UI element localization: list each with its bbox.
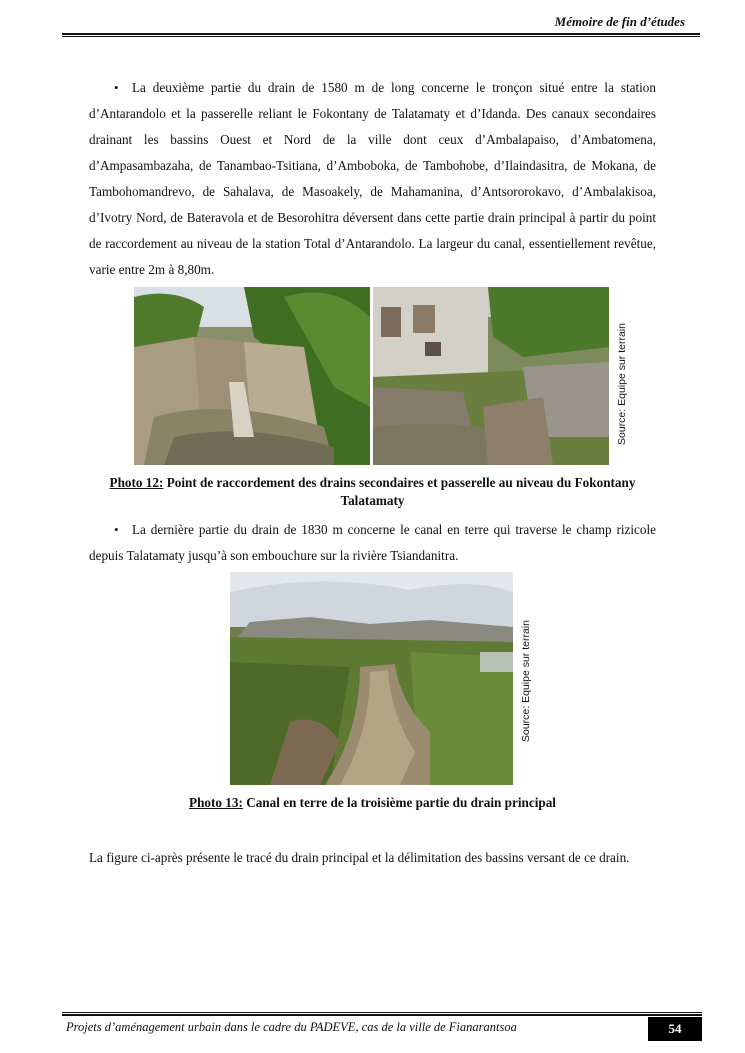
photo-12-label: Photo 12: [109, 475, 164, 490]
header-rule [62, 33, 700, 37]
paragraph-figure-intro: La figure ci-après présente le tracé du drain principal et la délimitation des bassins versant de ce drain. [89, 850, 630, 865]
photo-12-caption-text: Point de raccordement des drains secondaires et passerelle au niveau du Fokontany Talatamaty [163, 475, 636, 508]
photo-12-source-credit: Source: Equipe sur terrain [616, 323, 628, 445]
photo-13-source-credit: Source: Equipe sur terrain [520, 620, 532, 742]
photo-12-caption [89, 474, 656, 510]
photo-13-caption-text: Canal en terre de la troisième partie du drain principal [242, 795, 556, 810]
photo-12-footbridge-image [373, 287, 609, 465]
page-number: 54 [648, 1017, 702, 1041]
photo-12-junction-image [134, 287, 370, 465]
photo-13-label: Photo 13: [189, 795, 243, 810]
running-footer-text: Projets d’aménagement urbain dans le cadre du PADEVE, cas de la ville de Fianarantsoa [66, 1020, 517, 1034]
paragraph-second-part: La deuxième partie du drain de 1580 m de long concerne le tronçon situé entre la station d’Antarandolo et la passerelle reliant le Fokontany de Talatamaty et d’Idanda. Des canaux secondaires drainant les bassins Ouest et Nord de la ville dont ceux d’Ambalapaiso, d’Ambatomena, d’Ampasambazaha, de Tanambao-Tsitiana, d’Amboboka, de Tambohobe, d’Ilaindasitra, de Mokana, de Tambohomandrevo, de Sahalava, de Masoakely, de Mahamanina, d’Antsororokavo, d’Ambalakisoa, d’Ivotry Nord, de Bateravola et de Besorohitra déversent dans cette partie drain principal à partir du point de raccordement au niveau de la station Total d’Antarandolo. La largeur du canal, essentiellement revêtue, varie entre 2m à 8,80m. [89, 80, 656, 277]
paragraph-last-part: La dernière partie du drain de 1830 m concerne le canal en terre qui traverse le champ rizicole depuis Talatamaty jusqu’à son embouchure sur la rivière Tsiandanitra. [89, 522, 656, 563]
photo-13-earth-canal-image [230, 572, 513, 785]
bullet-marker: • [114, 522, 119, 537]
footer-rule [62, 1012, 702, 1016]
running-header-title: Mémoire de fin d’études [554, 14, 685, 29]
bullet-marker: • [114, 80, 119, 95]
photo-13-caption [89, 794, 656, 812]
